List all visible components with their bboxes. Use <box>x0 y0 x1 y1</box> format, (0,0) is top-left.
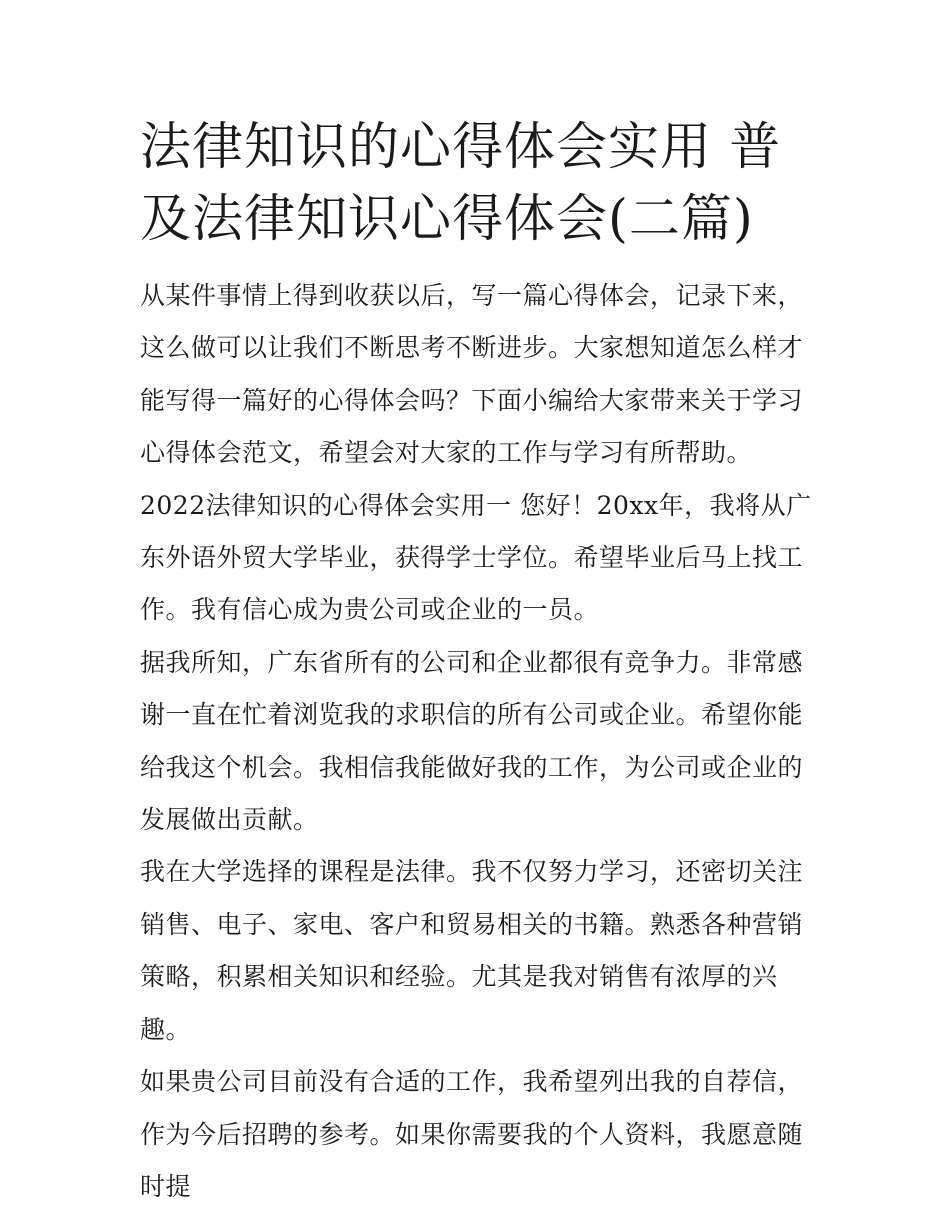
document-page <box>140 112 815 1213</box>
document-body <box>140 270 815 1213</box>
paragraph-competition: 据我所知，广东省所有的公司和企业都很有竞争力。非常感谢一直在忙着浏览我的求职信的所有公司或企业。希望你能给我这个机会。我相信我能做好我的工作，为公司或企业的发展做出贡献。 <box>140 647 804 835</box>
paragraph-intro: 从某件事情上得到收获以后，写一篇心得体会，记录下来，这么做可以让我们不断思考不断进步。大家想知道怎么样才能写得一篇好的心得体会吗？下面小编给大家带来关于学习心得体会范文，希望会对大家的工作与学习有所帮助。 <box>140 281 804 468</box>
paragraph-request: 如果贵公司目前没有合适的工作，我希望列出我的自荐信，作为今后招聘的参考。如果你需要我的个人资料，我愿意随时提 <box>140 1067 804 1201</box>
paragraph-greeting: 2022法律知识的心得体会实用一 您好！20xx年，我将从广东外语外贸大学毕业，获得学士学位。希望毕业后马上找工作。我有信心成为贵公司或企业的一员。 <box>140 490 812 625</box>
document-title: 法律知识的心得体会实用 普及法律知识心得体会(二篇) <box>140 118 782 249</box>
paragraph-courses: 我在大学选择的课程是法律。我不仅努力学习，还密切关注销售、电子、家电、客户和贸易相关的书籍。熟悉各种营销策略，积累相关知识和经验。尤其是我对销售有浓厚的兴趣。 <box>140 857 804 1044</box>
